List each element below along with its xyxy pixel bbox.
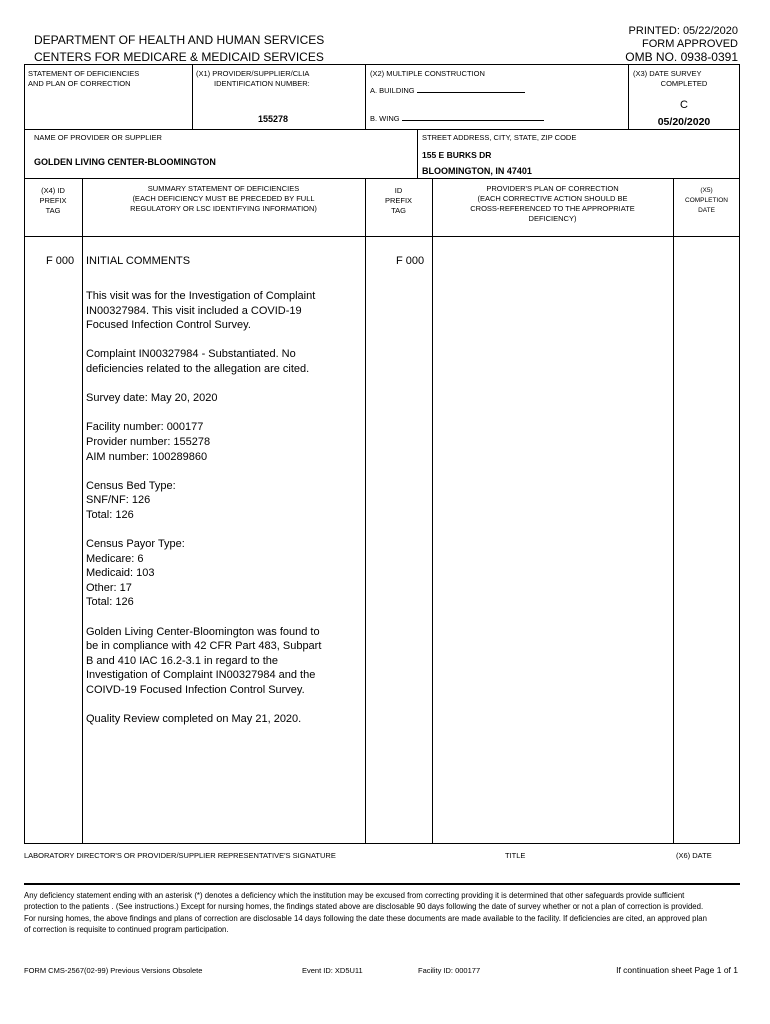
statement-label-1: STATEMENT OF DEFICIENCIES xyxy=(28,69,140,78)
id-header: ID PREFIX TAG xyxy=(384,186,413,215)
survey-code: C xyxy=(680,99,688,111)
provider-number: 155278 xyxy=(258,114,289,124)
form-number: FORM CMS-2567(02-99) Previous Versions Obsolete xyxy=(24,966,203,975)
x3-label-2: COMPLETED xyxy=(660,79,708,88)
provider-name: GOLDEN LIVING CENTER-BLOOMINGTON xyxy=(34,157,216,167)
form-approved: FORM APPROVED xyxy=(642,38,738,50)
plan-header: PROVIDER'S PLAN OF CORRECTION (EACH CORRECTIVE ACTION SHOULD BE CROSS-REFERENCED TO THE APPROPRIATE DEFICIENCY) xyxy=(470,184,635,223)
title-label: TITLE xyxy=(505,851,526,860)
x2-label: (X2) MULTIPLE CONSTRUCTION xyxy=(370,69,485,78)
event-id: Event ID: XD5U11 xyxy=(302,966,363,975)
building-label: A. BUILDING xyxy=(370,86,415,95)
x4-header: (X4) ID PREFIX TAG xyxy=(39,186,67,215)
facility-id: Facility ID: 000177 xyxy=(418,966,481,975)
paragraph: Complaint IN00327984 - Substantiated. No deficiencies related to the allegation are cited. xyxy=(86,348,310,375)
paragraph: Census Payor Type: Medicare: 6 Medicaid: 103 Other: 17 Total: 126 xyxy=(86,538,185,609)
city-state-zip: BLOOMINGTON, IN 47401 xyxy=(422,166,532,176)
signature-label: LABORATORY DIRECTOR'S OR PROVIDER/SUPPLIER REPRESENTATIVE'S SIGNATURE xyxy=(24,851,336,860)
building-blank xyxy=(417,85,525,93)
paragraph: Census Bed Type: SNF/NF: 126 Total: 126 xyxy=(86,479,176,521)
prefix-tag: F 000 xyxy=(46,255,75,267)
x5-header: (X5) COMPLETION DATE xyxy=(685,187,728,214)
address-label: STREET ADDRESS, CITY, STATE, ZIP CODE xyxy=(422,133,577,142)
x1-label-2: IDENTIFICATION NUMBER: xyxy=(214,79,310,88)
wing-label: B. WING xyxy=(370,114,400,123)
paragraph: Quality Review completed on May 21, 2020. xyxy=(86,713,302,726)
summary-header: SUMMARY STATEMENT OF DEFICIENCIES (EACH DEFICIENCY MUST BE PRECEDED BY FULL REGULATORY OR LSC IDENTIFYING INFORMATION) xyxy=(130,184,317,213)
survey-date: 05/20/2020 xyxy=(657,116,711,128)
paragraph: Facility number: 000177 Provider number: 155278 AIM number: 100289860 xyxy=(86,421,211,463)
paragraph: This visit was for the Investigation of Complaint IN00327984. This visit included a COVID-19 Focused Infection Control Survey. xyxy=(86,290,316,332)
department-name: DEPARTMENT OF HEALTH AND HUMAN SERVICES xyxy=(34,33,325,47)
entry-title: INITIAL COMMENTS xyxy=(86,255,191,267)
page-indicator: If continuation sheet Page 1 of 1 xyxy=(616,965,738,975)
entry-body xyxy=(86,289,362,741)
printed-date: PRINTED: 05/22/2020 xyxy=(628,25,738,37)
agency-name: CENTERS FOR MEDICARE & MEDICAID SERVICES xyxy=(34,50,324,64)
statement-label-2: AND PLAN OF CORRECTION xyxy=(28,79,131,88)
date-label: (X6) DATE xyxy=(676,851,712,860)
omb-number: OMB NO. 0938-0391 xyxy=(625,50,738,64)
paragraph: Golden Living Center-Bloomington was found to be in compliance with 42 CFR Part 483, Subpart B and 410 IAC 16.2-3.1 in regard to the Investigation of Complaint IN00327984 and the COIVD-19 Focused Infection Control Survey. xyxy=(86,625,322,697)
x1-label-1: (X1) PROVIDER/SUPPLIER/CLIA xyxy=(196,69,310,78)
disclaimer: Any deficiency statement ending with an asterisk (*) denotes a deficiency which the institution may be excused from correcting providing it is determined that other safeguards provide sufficient protection to the patients . (See instructions.) Except for nursing homes, the findings stated above are disclosable 90 days following the date of survey whether or not a plan of correction is provided. For nursing homes, the above findings and plans of correction are disclosable 14 days following the date these documents are made available to the facility. If deficiencies are cited, an approved plan of correction is requisite to continued program participation. xyxy=(24,891,707,935)
x3-label-1: (X3) DATE SURVEY xyxy=(633,69,702,78)
id-prefix-tag: F 000 xyxy=(396,255,425,267)
provider-name-label: NAME OF PROVIDER OR SUPPLIER xyxy=(34,133,162,142)
wing-blank xyxy=(402,113,544,121)
paragraph: Survey date: May 20, 2020 xyxy=(86,392,218,405)
wing-field xyxy=(370,113,544,124)
building-field xyxy=(370,85,525,96)
street-address: 155 E BURKS DR xyxy=(422,150,492,160)
